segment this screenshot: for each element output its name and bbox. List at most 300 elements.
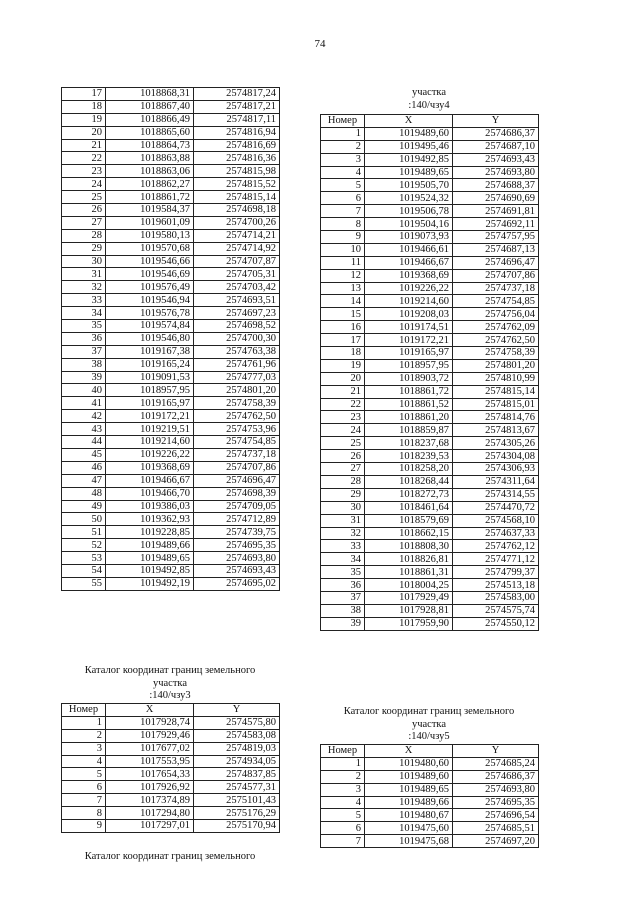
y-coordinate-cell: 2574685,24 [453, 757, 539, 770]
y-coordinate-cell: 2574814,76 [453, 411, 539, 424]
caption-code: :140/чзу4 [408, 99, 450, 111]
point-number-cell: 38 [62, 358, 106, 371]
y-coordinate-cell: 2574690,69 [453, 192, 539, 205]
point-number-cell: 19 [62, 113, 106, 126]
table-row [62, 88, 280, 101]
table-row [62, 345, 280, 358]
point-number-cell: 9 [321, 231, 365, 244]
y-coordinate-cell: 2574692,11 [453, 218, 539, 231]
point-number-cell: 52 [62, 539, 106, 552]
point-number-cell: 5 [321, 809, 365, 822]
y-coordinate-cell: 2574470,72 [453, 501, 539, 514]
point-number-cell: 8 [321, 218, 365, 231]
x-coordinate-cell: 1019576,49 [106, 281, 194, 294]
point-number-cell: 15 [321, 308, 365, 321]
y-coordinate-cell: 2574777,03 [194, 371, 280, 384]
x-coordinate-cell: 1018579,69 [365, 514, 453, 527]
x-coordinate-cell: 1019091,53 [106, 371, 194, 384]
x-coordinate-cell: 1019362,93 [106, 513, 194, 526]
y-coordinate-cell: 2574753,96 [194, 423, 280, 436]
table-row [62, 564, 280, 577]
x-coordinate-cell: 1018863,88 [106, 152, 194, 165]
point-number-cell: 37 [321, 591, 365, 604]
x-coordinate-cell: 1019466,70 [106, 487, 194, 500]
point-number-cell: 45 [62, 448, 106, 461]
y-coordinate-cell: 2574758,39 [453, 347, 539, 360]
y-coordinate-cell: 2574575,80 [194, 716, 280, 729]
y-coordinate-cell: 2575176,29 [194, 807, 280, 820]
point-number-cell: 26 [321, 450, 365, 463]
point-number-cell: 27 [62, 216, 106, 229]
table-row [62, 139, 280, 152]
table-row [321, 450, 539, 463]
x-coordinate-cell: 1017374,89 [106, 794, 194, 807]
table-row [321, 256, 539, 269]
table-row [321, 192, 539, 205]
point-number-cell: 40 [62, 384, 106, 397]
point-number-cell: 36 [321, 579, 365, 592]
table-row [321, 540, 539, 553]
x-coordinate-cell: 1019466,61 [365, 243, 453, 256]
y-coordinate-cell: 2574304,08 [453, 450, 539, 463]
x-coordinate-cell: 1019506,78 [365, 205, 453, 218]
y-coordinate-cell: 2574693,51 [194, 294, 280, 307]
x-coordinate-cell: 1019489,66 [365, 796, 453, 809]
table-row [62, 229, 280, 242]
x-coordinate-cell: 1019492,85 [106, 564, 194, 577]
point-number-cell: 31 [321, 514, 365, 527]
point-number-cell: 4 [321, 796, 365, 809]
y-coordinate-cell: 2574513,18 [453, 579, 539, 592]
x-coordinate-cell: 1019228,85 [106, 526, 194, 539]
x-coordinate-cell: 1019489,65 [365, 783, 453, 796]
point-number-cell: 7 [321, 835, 365, 848]
point-number-cell: 39 [321, 617, 365, 630]
table-row [321, 243, 539, 256]
point-number-cell: 38 [321, 604, 365, 617]
x-coordinate-cell: 1017929,46 [106, 729, 194, 742]
table-row [321, 153, 539, 166]
y-coordinate-cell: 2574700,30 [194, 332, 280, 345]
point-number-cell: 49 [62, 500, 106, 513]
x-coordinate-cell: 1018237,68 [365, 437, 453, 450]
y-coordinate-cell: 2574762,50 [453, 334, 539, 347]
point-number-cell: 23 [321, 411, 365, 424]
point-number-cell: 21 [62, 139, 106, 152]
x-coordinate-cell: 1018957,95 [365, 359, 453, 372]
point-number-cell: 28 [321, 475, 365, 488]
caption-chzu4 [320, 87, 538, 112]
table-row [321, 809, 539, 822]
caption-chzu5 [320, 706, 538, 744]
point-number-cell: 33 [321, 540, 365, 553]
point-number-cell: 10 [321, 243, 365, 256]
x-coordinate-cell: 1019580,13 [106, 229, 194, 242]
point-number-cell: 14 [321, 295, 365, 308]
table-row [321, 334, 539, 347]
y-coordinate-cell: 2574709,05 [194, 500, 280, 513]
table-row [321, 757, 539, 770]
y-coordinate-cell: 2574817,21 [194, 100, 280, 113]
table-row [321, 822, 539, 835]
x-coordinate-cell: 1019368,69 [106, 461, 194, 474]
y-coordinate-cell: 2574758,39 [194, 397, 280, 410]
table-row [321, 231, 539, 244]
table-row [321, 796, 539, 809]
caption-line: Каталог координат границ земельного [84, 851, 256, 862]
x-coordinate-cell: 1017553,95 [106, 755, 194, 768]
table-row [321, 463, 539, 476]
table-row [321, 604, 539, 617]
point-number-cell: 22 [62, 152, 106, 165]
table-row [321, 566, 539, 579]
table-row [321, 783, 539, 796]
table-row [62, 781, 280, 794]
table-row [321, 579, 539, 592]
point-number-cell: 27 [321, 463, 365, 476]
x-coordinate-cell: 1019172,21 [106, 410, 194, 423]
x-coordinate-cell: 1018826,81 [365, 553, 453, 566]
y-coordinate-cell: 2574757,95 [453, 231, 539, 244]
x-coordinate-cell: 1019368,69 [365, 269, 453, 282]
y-coordinate-cell: 2574314,55 [453, 488, 539, 501]
point-number-cell: 54 [62, 564, 106, 577]
x-coordinate-cell: 1018859,87 [365, 424, 453, 437]
point-number-cell: 1 [321, 127, 365, 140]
point-number-cell: 46 [62, 461, 106, 474]
point-number-cell: 25 [321, 437, 365, 450]
table-row [62, 384, 280, 397]
x-coordinate-cell: 1019489,65 [106, 552, 194, 565]
caption-word: участка [411, 87, 447, 98]
point-number-cell: 31 [62, 268, 106, 281]
x-coordinate-cell: 1019489,66 [106, 539, 194, 552]
point-number-cell: 30 [62, 255, 106, 268]
coordinates-table-continued [61, 87, 280, 591]
caption-code: :140/чзу5 [408, 731, 450, 742]
y-coordinate-cell: 2574801,20 [453, 359, 539, 372]
point-number-cell: 19 [321, 359, 365, 372]
x-coordinate-cell: 1019489,60 [365, 127, 453, 140]
table-row [62, 216, 280, 229]
y-coordinate-cell: 2574837,85 [194, 768, 280, 781]
table-row [321, 437, 539, 450]
y-coordinate-cell: 2574815,01 [453, 398, 539, 411]
point-number-cell: 11 [321, 256, 365, 269]
y-coordinate-cell: 2574306,93 [453, 463, 539, 476]
y-coordinate-cell: 2574693,80 [194, 552, 280, 565]
table-row [321, 295, 539, 308]
x-coordinate-cell: 1019226,22 [106, 448, 194, 461]
header-number: Номер [321, 745, 365, 758]
y-coordinate-cell: 2574714,92 [194, 242, 280, 255]
point-number-cell: 29 [62, 242, 106, 255]
table-row [62, 165, 280, 178]
table-row [62, 242, 280, 255]
y-coordinate-cell: 2574813,67 [453, 424, 539, 437]
table-row [62, 577, 280, 590]
x-coordinate-cell: 1018268,44 [365, 475, 453, 488]
point-number-cell: 41 [62, 397, 106, 410]
y-coordinate-cell: 2574810,99 [453, 372, 539, 385]
table-row [321, 179, 539, 192]
x-coordinate-cell: 1017677,02 [106, 742, 194, 755]
y-coordinate-cell: 2574687,13 [453, 243, 539, 256]
table-row [321, 835, 539, 848]
caption-chzu3-next [61, 851, 279, 864]
y-coordinate-cell: 2574688,37 [453, 179, 539, 192]
x-coordinate-cell: 1018861,72 [365, 385, 453, 398]
x-coordinate-cell: 1017959,90 [365, 617, 453, 630]
x-coordinate-cell: 1019492,85 [365, 153, 453, 166]
y-coordinate-cell: 2574707,86 [194, 461, 280, 474]
x-coordinate-cell: 1019475,68 [365, 835, 453, 848]
y-coordinate-cell: 2574583,08 [194, 729, 280, 742]
header-x: X [365, 115, 453, 128]
y-coordinate-cell: 2574577,31 [194, 781, 280, 794]
y-coordinate-cell: 2574707,87 [194, 255, 280, 268]
x-coordinate-cell: 1019480,67 [365, 809, 453, 822]
x-coordinate-cell: 1019165,97 [365, 347, 453, 360]
x-coordinate-cell: 1018239,53 [365, 450, 453, 463]
table-row [62, 487, 280, 500]
table-row [62, 526, 280, 539]
table-row [62, 716, 280, 729]
table-row [62, 410, 280, 423]
point-number-cell: 12 [321, 269, 365, 282]
x-coordinate-cell: 1018903,72 [365, 372, 453, 385]
point-number-cell: 50 [62, 513, 106, 526]
x-coordinate-cell: 1019167,38 [106, 345, 194, 358]
table-row [62, 500, 280, 513]
x-coordinate-cell: 1019505,70 [365, 179, 453, 192]
table-row [62, 294, 280, 307]
x-coordinate-cell: 1019480,60 [365, 757, 453, 770]
y-coordinate-cell: 2574695,35 [194, 539, 280, 552]
point-number-cell: 35 [62, 320, 106, 333]
x-coordinate-cell: 1018808,30 [365, 540, 453, 553]
header-x: X [106, 704, 194, 717]
y-coordinate-cell: 2574714,21 [194, 229, 280, 242]
table-row [62, 320, 280, 333]
x-coordinate-cell: 1018957,95 [106, 384, 194, 397]
x-coordinate-cell: 1018272,73 [365, 488, 453, 501]
table-row [321, 308, 539, 321]
point-number-cell: 16 [321, 321, 365, 334]
x-coordinate-cell: 1019386,03 [106, 500, 194, 513]
y-coordinate-cell: 2574756,04 [453, 308, 539, 321]
table-row [62, 100, 280, 113]
table-row [62, 307, 280, 320]
table-row [321, 424, 539, 437]
table-row [62, 255, 280, 268]
x-coordinate-cell: 1019495,46 [365, 140, 453, 153]
table-row [321, 488, 539, 501]
table-row [321, 553, 539, 566]
y-coordinate-cell: 2574700,26 [194, 216, 280, 229]
point-number-cell: 34 [62, 307, 106, 320]
x-coordinate-cell: 1019574,84 [106, 320, 194, 333]
y-coordinate-cell: 2574761,96 [194, 358, 280, 371]
table-row [321, 321, 539, 334]
table-row [62, 436, 280, 449]
point-number-cell: 13 [321, 282, 365, 295]
x-coordinate-cell: 1018861,31 [365, 566, 453, 579]
y-coordinate-cell: 2574762,50 [194, 410, 280, 423]
caption-line: Каталог координат границ земельного [84, 665, 256, 676]
caption-word: участка [411, 718, 447, 730]
coordinates-table-chzu3 [61, 703, 280, 833]
y-coordinate-cell: 2574695,35 [453, 796, 539, 809]
y-coordinate-cell: 2574762,12 [453, 540, 539, 553]
point-number-cell: 37 [62, 345, 106, 358]
table-row [321, 269, 539, 282]
y-coordinate-cell: 2574697,20 [453, 835, 539, 848]
y-coordinate-cell: 2574696,54 [453, 809, 539, 822]
point-number-cell: 3 [62, 742, 106, 755]
y-coordinate-cell: 2574637,33 [453, 527, 539, 540]
x-coordinate-cell: 1017297,01 [106, 820, 194, 833]
table-row [62, 113, 280, 126]
y-coordinate-cell: 2574707,86 [453, 269, 539, 282]
point-number-cell: 2 [321, 140, 365, 153]
point-number-cell: 43 [62, 423, 106, 436]
table-row [321, 140, 539, 153]
table-row [62, 742, 280, 755]
point-number-cell: 30 [321, 501, 365, 514]
x-coordinate-cell: 1017294,80 [106, 807, 194, 820]
point-number-cell: 34 [321, 553, 365, 566]
x-coordinate-cell: 1019073,93 [365, 231, 453, 244]
point-number-cell: 39 [62, 371, 106, 384]
x-coordinate-cell: 1018662,15 [365, 527, 453, 540]
x-coordinate-cell: 1017928,81 [365, 604, 453, 617]
table-row [321, 411, 539, 424]
y-coordinate-cell: 2575101,43 [194, 794, 280, 807]
point-number-cell: 3 [321, 783, 365, 796]
point-number-cell: 4 [321, 166, 365, 179]
table-row [321, 591, 539, 604]
table-row [321, 372, 539, 385]
x-coordinate-cell: 1019584,37 [106, 204, 194, 217]
table-row [62, 178, 280, 191]
point-number-cell: 24 [321, 424, 365, 437]
table-row [321, 218, 539, 231]
x-coordinate-cell: 1019208,03 [365, 308, 453, 321]
x-coordinate-cell: 1019214,60 [106, 436, 194, 449]
x-coordinate-cell: 1017654,33 [106, 768, 194, 781]
point-number-cell: 18 [321, 347, 365, 360]
y-coordinate-cell: 2574311,64 [453, 475, 539, 488]
point-number-cell: 2 [321, 770, 365, 783]
table-row [62, 755, 280, 768]
y-coordinate-cell: 2574754,85 [453, 295, 539, 308]
table-row [321, 359, 539, 372]
x-coordinate-cell: 1018861,52 [365, 398, 453, 411]
table-row [62, 552, 280, 565]
point-number-cell: 44 [62, 436, 106, 449]
table-row [62, 729, 280, 742]
caption-chzu3 [61, 665, 279, 703]
point-number-cell: 7 [62, 794, 106, 807]
y-coordinate-cell: 2574693,80 [453, 783, 539, 796]
table-row [62, 371, 280, 384]
y-coordinate-cell: 2574697,23 [194, 307, 280, 320]
point-number-cell: 33 [62, 294, 106, 307]
point-number-cell: 32 [62, 281, 106, 294]
x-coordinate-cell: 1018866,49 [106, 113, 194, 126]
y-coordinate-cell: 2574712,89 [194, 513, 280, 526]
y-coordinate-cell: 2574816,94 [194, 126, 280, 139]
y-coordinate-cell: 2574686,37 [453, 127, 539, 140]
y-coordinate-cell: 2574693,80 [453, 166, 539, 179]
x-coordinate-cell: 1019576,78 [106, 307, 194, 320]
point-number-cell: 20 [321, 372, 365, 385]
table-row [62, 268, 280, 281]
table-row [62, 448, 280, 461]
table-row [62, 768, 280, 781]
point-number-cell: 22 [321, 398, 365, 411]
x-coordinate-cell: 1019466,67 [106, 474, 194, 487]
y-coordinate-cell: 2574815,14 [194, 191, 280, 204]
x-coordinate-cell: 1019174,51 [365, 321, 453, 334]
y-coordinate-cell: 2574696,47 [453, 256, 539, 269]
y-coordinate-cell: 2574693,43 [194, 564, 280, 577]
y-coordinate-cell: 2574691,81 [453, 205, 539, 218]
point-number-cell: 24 [62, 178, 106, 191]
table-row [62, 423, 280, 436]
y-coordinate-cell: 2574685,51 [453, 822, 539, 835]
y-coordinate-cell: 2574305,26 [453, 437, 539, 450]
x-coordinate-cell: 1019601,09 [106, 216, 194, 229]
x-coordinate-cell: 1018864,73 [106, 139, 194, 152]
y-coordinate-cell: 2574799,37 [453, 566, 539, 579]
table-row [321, 282, 539, 295]
header-y: Y [453, 745, 539, 758]
x-coordinate-cell: 1018004,25 [365, 579, 453, 592]
y-coordinate-cell: 2574693,43 [453, 153, 539, 166]
table-row [62, 281, 280, 294]
table-row [62, 794, 280, 807]
point-number-cell: 48 [62, 487, 106, 500]
point-number-cell: 35 [321, 566, 365, 579]
table-row [321, 501, 539, 514]
y-coordinate-cell: 2574698,39 [194, 487, 280, 500]
y-coordinate-cell: 2574568,10 [453, 514, 539, 527]
table-row [321, 617, 539, 630]
x-coordinate-cell: 1019489,65 [365, 166, 453, 179]
point-number-cell: 5 [62, 768, 106, 781]
x-coordinate-cell: 1019524,32 [365, 192, 453, 205]
x-coordinate-cell: 1019165,97 [106, 397, 194, 410]
x-coordinate-cell: 1017926,92 [106, 781, 194, 794]
x-coordinate-cell: 1019172,21 [365, 334, 453, 347]
y-coordinate-cell: 2574575,74 [453, 604, 539, 617]
y-coordinate-cell: 2574696,47 [194, 474, 280, 487]
table-row [321, 166, 539, 179]
y-coordinate-cell: 2574698,18 [194, 204, 280, 217]
x-coordinate-cell: 1018861,72 [106, 191, 194, 204]
y-coordinate-cell: 2574550,12 [453, 617, 539, 630]
point-number-cell: 2 [62, 729, 106, 742]
table-row [62, 332, 280, 345]
point-number-cell: 53 [62, 552, 106, 565]
point-number-cell: 32 [321, 527, 365, 540]
point-number-cell: 7 [321, 205, 365, 218]
point-number-cell: 4 [62, 755, 106, 768]
point-number-cell: 5 [321, 179, 365, 192]
point-number-cell: 20 [62, 126, 106, 139]
